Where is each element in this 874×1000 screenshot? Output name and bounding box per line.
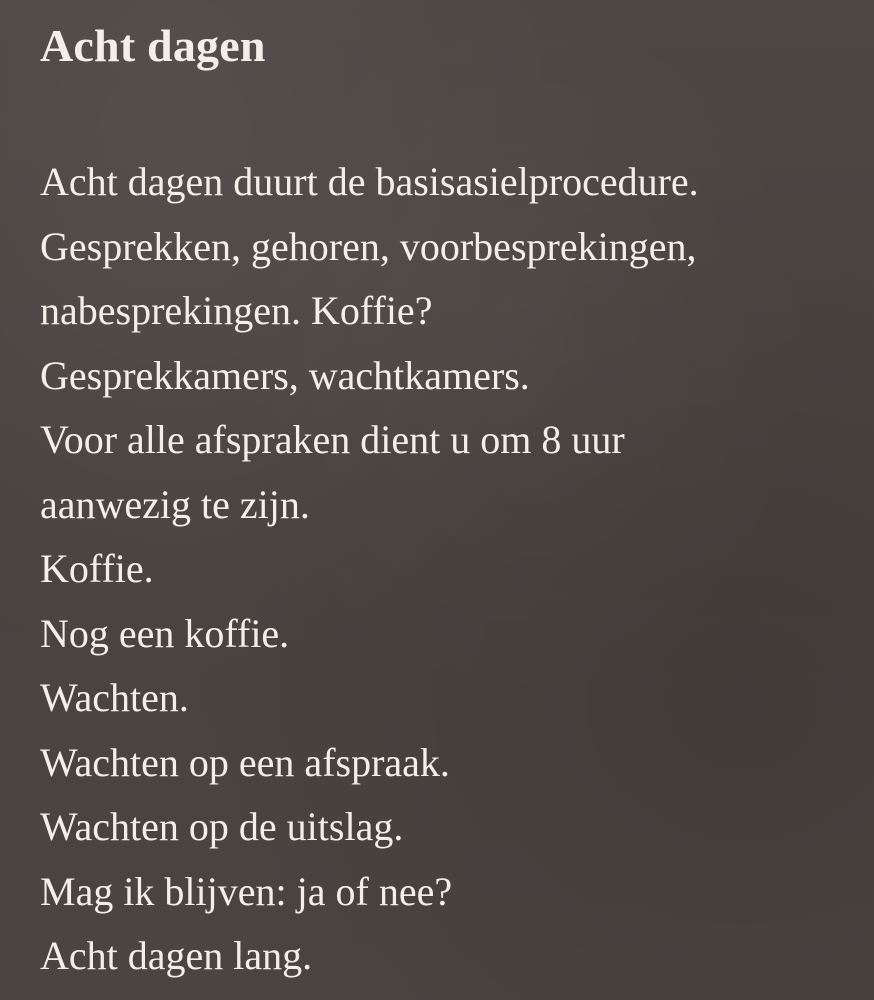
poem-line: Gesprekken, gehoren, voorbesprekingen,: [40, 223, 697, 269]
poem-body: [40, 150, 699, 989]
poem-title: Acht dagen: [40, 20, 266, 71]
poem-line: Gesprekkamers, wachtkamers.: [40, 352, 530, 398]
poem-line: Koffie.: [40, 546, 154, 591]
poem-line: Acht dagen lang.: [40, 933, 313, 978]
poem-line: aanwezig te zijn.: [40, 481, 310, 527]
poem-line: nabesprekingen. Koffie?: [40, 288, 433, 333]
poem-line: Wachten op een afspraak.: [40, 739, 450, 785]
poem-line: Nog een koffie.: [40, 610, 290, 656]
poem-line: Voor alle afspraken dient u om 8 uur: [40, 417, 625, 462]
poem-line: Mag ik blijven: ja of nee?: [40, 868, 453, 914]
poem-line: Wachten op de uitslag.: [40, 804, 404, 849]
poem-line: Wachten.: [40, 675, 189, 720]
poem-line: Acht dagen duurt de basisasielprocedure.: [40, 159, 699, 204]
